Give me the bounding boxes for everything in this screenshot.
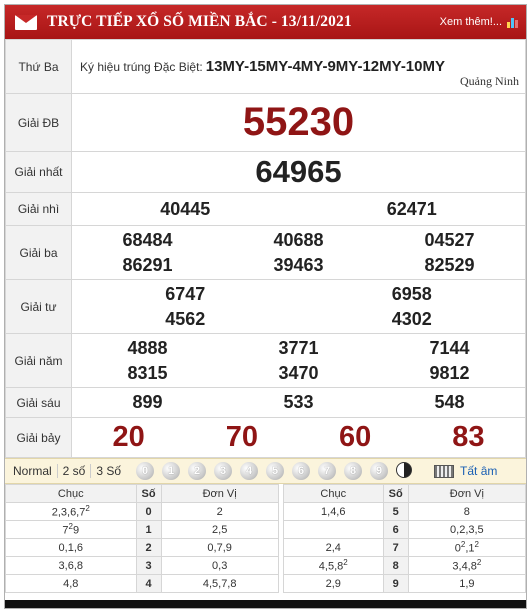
prize-3-number: 68484 bbox=[122, 229, 173, 250]
loto-digit: 9 bbox=[383, 575, 408, 593]
loto-digit: 0 bbox=[136, 503, 161, 521]
prize-7-number: 60 bbox=[338, 421, 372, 453]
day-label: Thứ Ba bbox=[6, 40, 72, 94]
prize-4-number: 4302 bbox=[391, 308, 432, 329]
bars-chart-icon bbox=[506, 16, 518, 28]
loto-digit: 8 bbox=[383, 557, 408, 575]
loto-digit: 6 bbox=[383, 521, 408, 539]
loto-digit: 5 bbox=[383, 503, 408, 521]
loto-digit: 1 bbox=[136, 521, 161, 539]
prize-4-number: 4562 bbox=[165, 308, 206, 329]
loto-donvi: 2,5 bbox=[161, 521, 278, 539]
special-code-value: 13MY-15MY-4MY-9MY-12MY-10MY bbox=[205, 57, 445, 75]
page-title: TRỰC TIẾP XỔ SỐ MIỀN BẮC - 13/11/2021 bbox=[47, 13, 352, 30]
prize-7-number: 20 bbox=[112, 421, 145, 453]
loto-donvi: 1,9 bbox=[408, 575, 525, 593]
prize-3-number: 39463 bbox=[273, 254, 324, 275]
loto-donvi: 8 bbox=[408, 503, 525, 521]
prize-5-number: 3470 bbox=[278, 362, 319, 383]
loto-chuc: 4,5,8$^2$ bbox=[283, 557, 383, 575]
special-code-label: Ký hiệu trúng Đặc Biệt: bbox=[80, 59, 203, 74]
prize-2-number: 40445 bbox=[160, 198, 211, 219]
loto-donvi: 0,2,3,5 bbox=[408, 521, 525, 539]
table-row bbox=[6, 575, 526, 593]
loto-digit: 7 bbox=[383, 539, 408, 557]
prize-db-label: Giải ĐB bbox=[6, 94, 72, 152]
table-row bbox=[6, 503, 526, 521]
prize-6-number: 533 bbox=[283, 392, 314, 412]
see-more-link[interactable] bbox=[440, 16, 518, 28]
loto-chuc: 0,1,6 bbox=[6, 539, 137, 557]
prize-3-number: 40688 bbox=[273, 229, 324, 250]
prize-5-number: 9812 bbox=[429, 362, 470, 383]
loto-donvi: 0,7,9 bbox=[161, 539, 278, 557]
digit-ball-2[interactable]: 2 bbox=[188, 462, 206, 480]
loto-chuc: 2,9 bbox=[283, 575, 383, 593]
prize-4-label: Giải tư bbox=[6, 280, 72, 334]
table-row bbox=[6, 539, 526, 557]
display-toolbar bbox=[5, 458, 526, 484]
loto-header: Số bbox=[383, 485, 408, 503]
prize-6-number: 899 bbox=[132, 392, 163, 412]
province-label: Quảng Ninh bbox=[460, 74, 519, 88]
prize-5-cell bbox=[72, 334, 526, 388]
prize-1-label: Giải nhất bbox=[6, 152, 72, 193]
prize-5-number: 8315 bbox=[127, 362, 168, 383]
lottery-result-panel bbox=[4, 4, 527, 609]
prize-5-number: 3771 bbox=[278, 337, 319, 358]
loto-donvi: 0,3 bbox=[161, 557, 278, 575]
loto-chuc: 2,4 bbox=[283, 539, 383, 557]
prize-db-number: 55230 bbox=[242, 100, 355, 144]
loto-header: Chục bbox=[6, 485, 137, 503]
loto-digit: 2 bbox=[136, 539, 161, 557]
prize-2-label: Giải nhì bbox=[6, 193, 72, 226]
digit-ball-5[interactable]: 5 bbox=[266, 462, 284, 480]
prize-3-cell bbox=[72, 226, 526, 280]
loto-donvi: $0^2,1^2$ bbox=[408, 539, 525, 557]
digit-ball-9[interactable]: 9 bbox=[370, 462, 388, 480]
loto-donvi: 2 bbox=[161, 503, 278, 521]
loto-chuc: 2,3,6,7$^2$ bbox=[6, 503, 137, 521]
loto-digit: 3 bbox=[136, 557, 161, 575]
digit-ball-6[interactable]: 6 bbox=[292, 462, 310, 480]
prize-3-number: 82529 bbox=[424, 254, 475, 275]
loto-chuc: 1,4,6 bbox=[283, 503, 383, 521]
loto-header: Đơn Vị bbox=[408, 485, 525, 503]
prize-4-number: 6958 bbox=[391, 283, 432, 304]
prize-7-cell bbox=[72, 418, 526, 458]
footer-bar bbox=[5, 600, 526, 608]
digit-ball-0[interactable]: 0 bbox=[136, 462, 154, 480]
prize-7-number: 83 bbox=[452, 421, 485, 453]
all-link[interactable]: Tất âm bbox=[460, 464, 498, 478]
prize-3-number: 86291 bbox=[122, 254, 173, 275]
digit-ball-1[interactable]: 1 bbox=[162, 462, 180, 480]
option-normal[interactable]: Normal bbox=[5, 464, 58, 478]
prize-2-number: 62471 bbox=[386, 198, 437, 219]
prize-1-number: 64965 bbox=[255, 154, 342, 189]
digit-ball-4[interactable]: 4 bbox=[240, 462, 258, 480]
prize-5-label: Giải năm bbox=[6, 334, 72, 388]
digit-ball-8[interactable]: 8 bbox=[344, 462, 362, 480]
see-more-label[interactable]: Xem thêm!... bbox=[439, 16, 502, 28]
film-icon[interactable] bbox=[434, 465, 454, 478]
results-table bbox=[5, 39, 526, 458]
loto-header: Số bbox=[136, 485, 161, 503]
prize-3-label: Giải ba bbox=[6, 226, 72, 280]
option-2-digits[interactable]: 2 số bbox=[58, 464, 92, 478]
prize-7-label: Giải bảy bbox=[6, 418, 72, 458]
option-3-digits[interactable]: 3 Số bbox=[96, 464, 122, 478]
table-row bbox=[6, 521, 526, 539]
table-row bbox=[6, 557, 526, 575]
loto-header-row bbox=[6, 485, 526, 503]
prize-6-number: 548 bbox=[434, 392, 465, 412]
loto-donvi: 4,5,7,8 bbox=[161, 575, 278, 593]
digit-ball-3[interactable]: 3 bbox=[214, 462, 232, 480]
prize-7-number: 70 bbox=[225, 421, 258, 453]
loto-header: Chục bbox=[283, 485, 383, 503]
special-code-cell bbox=[72, 40, 526, 94]
loto-table bbox=[5, 484, 526, 593]
header-bar bbox=[5, 5, 526, 39]
envelope-icon bbox=[15, 15, 37, 30]
digit-ball-7[interactable]: 7 bbox=[318, 462, 336, 480]
prize-2-cell bbox=[72, 193, 526, 226]
loto-header: Đơn Vị bbox=[161, 485, 278, 503]
loto-chuc: 3,6,8 bbox=[6, 557, 137, 575]
loto-chuc: 4,8 bbox=[6, 575, 137, 593]
prize-4-cell bbox=[72, 280, 526, 334]
prize-1-cell bbox=[72, 152, 526, 193]
prize-6-label: Giải sáu bbox=[6, 388, 72, 418]
digit-filter bbox=[136, 462, 420, 480]
loto-digit: 4 bbox=[136, 575, 161, 593]
yin-yang-icon[interactable] bbox=[396, 462, 412, 478]
prize-4-number: 6747 bbox=[165, 283, 206, 304]
prize-3-number: 04527 bbox=[424, 229, 475, 250]
prize-6-cell bbox=[72, 388, 526, 418]
loto-donvi: 3,4,8$^2$ bbox=[408, 557, 525, 575]
prize-db-cell bbox=[72, 94, 526, 152]
loto-chuc: $7^29$ bbox=[6, 521, 137, 539]
loto-chuc bbox=[283, 521, 383, 539]
prize-5-number: 7144 bbox=[429, 337, 470, 358]
prize-5-number: 4888 bbox=[127, 337, 168, 358]
